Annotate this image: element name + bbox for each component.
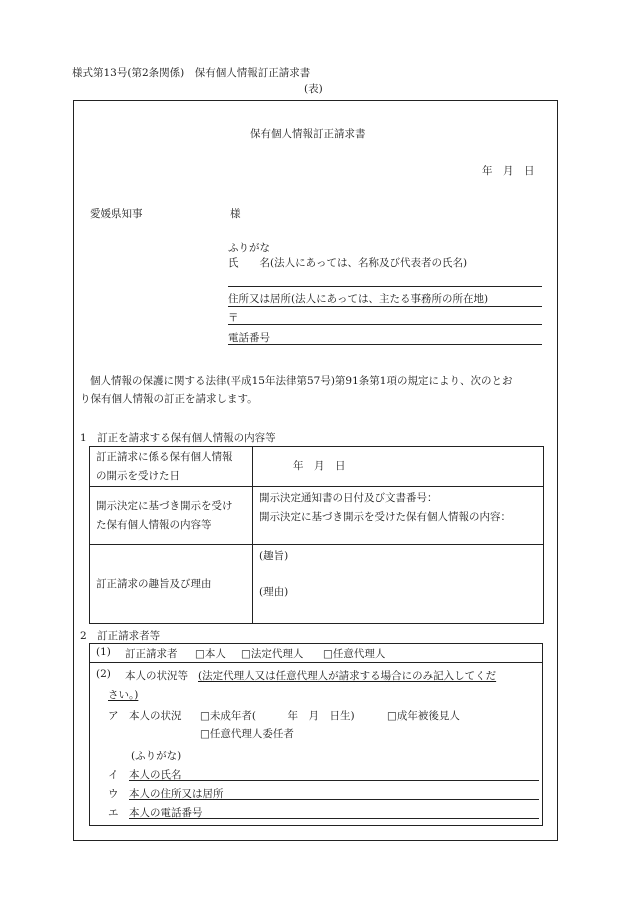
principal-name-field-line[interactable] [129, 780, 539, 781]
received-date-label-line1: 訂正請求に係る保有個人情報 [96, 450, 233, 463]
row1-number: (1) [96, 646, 111, 658]
table-row [90, 487, 544, 545]
principal-address-field-line[interactable] [129, 799, 539, 800]
requester-voluntary-agent-checkbox[interactable]: □任意代理人 [323, 648, 386, 660]
phone-field-line[interactable] [228, 344, 542, 345]
address-label: 住所又は居所(法人にあっては、主たる事務所の所在地) [228, 293, 489, 305]
requester-label: 訂正請求者 [125, 648, 178, 660]
furigana-label: ふりがな [228, 242, 270, 254]
purpose-spacer [259, 566, 537, 583]
row2-note-line2: さい。) [108, 689, 139, 701]
received-date-value-text: 年 月 日 [293, 460, 346, 472]
phone-label: 電話番号 [228, 332, 270, 344]
purpose-reason-label-text: 訂正請求の趣旨及び理由 [96, 577, 212, 590]
furigana-paren-label: (ふりがな) [131, 750, 182, 762]
intro-text-line2: り保有個人情報の訂正を請求します。 [80, 393, 258, 405]
principal-address-label: ウ 本人の住所又は居所 [108, 788, 224, 800]
disclosed-content-label-line2: た保有個人情報の内容等 [96, 518, 212, 531]
date-field[interactable]: 年 月 日 [482, 165, 535, 177]
principal-name-label: イ 本人の氏名 [108, 769, 182, 781]
disclosed-content-label [90, 487, 253, 545]
notice-date-number-label: 開示決定通知書の日付及び文書番号： [259, 492, 438, 504]
disclosed-content-label-line1: 開示決定に基づき開示を受け [96, 499, 233, 512]
row2-note-line1: (法定代理人又は任意代理人が請求する場合にのみ記入してくだ [198, 670, 497, 682]
table-row [90, 545, 544, 624]
addressee: 愛媛県知事 [90, 208, 143, 220]
received-date-label-line2: の開示を受けた日 [96, 469, 180, 482]
section2-heading: 2 訂正請求者等 [80, 630, 161, 642]
received-date-label [90, 447, 253, 487]
name-label: 氏 名(法人にあっては、名称及び代表者の氏名) [228, 257, 468, 269]
requester-legal-agent-checkbox[interactable]: □法定代理人 [241, 648, 304, 660]
honorific: 様 [230, 208, 241, 220]
status-minor-checkbox[interactable]: □未成年者( 年 月 日生) [200, 710, 355, 722]
section1-table [89, 446, 544, 624]
principal-phone-field-line[interactable] [129, 818, 539, 819]
address-field-line[interactable] [228, 324, 542, 325]
reason-label: (理由) [259, 586, 289, 598]
requester-self-checkbox[interactable]: □本人 [195, 648, 226, 660]
intro-text-line1: 個人情報の保護に関する法律(平成15年法律第57号)第91条第1項の規定により、次のとお [90, 375, 513, 387]
form-side-label: (表) [304, 83, 323, 95]
purpose-label: (趣旨) [259, 550, 289, 562]
principal-phone-label: エ 本人の電話番号 [108, 807, 203, 819]
postal-mark: 〒 [228, 312, 239, 324]
address-label-underline [228, 306, 542, 307]
table-row [90, 447, 544, 487]
status-adult-guardian-checkbox[interactable]: □成年被後見人 [387, 710, 460, 722]
section1-heading: 1 訂正を請求する保有個人情報の内容等 [80, 432, 276, 444]
section2-divider [90, 662, 542, 663]
disclosed-content-text-label: 開示決定に基づき開示を受けた保有個人情報の内容： [259, 511, 511, 523]
received-date-value[interactable] [253, 447, 544, 487]
disclosed-content-value[interactable] [253, 487, 544, 545]
purpose-reason-label [90, 545, 253, 624]
form-title: 保有個人情報訂正請求書 [250, 128, 366, 140]
status-label: ア 本人の状況 [108, 710, 182, 722]
row2-number: (2) [96, 668, 111, 680]
form-number: 様式第13号(第2条関係) 保有個人情報訂正請求書 [72, 67, 311, 79]
status-delegate-checkbox[interactable]: □任意代理人委任者 [200, 728, 294, 740]
name-field-line[interactable] [228, 286, 542, 287]
row2-prefix: 本人の状況等 [125, 670, 188, 682]
purpose-reason-value[interactable] [253, 545, 544, 624]
